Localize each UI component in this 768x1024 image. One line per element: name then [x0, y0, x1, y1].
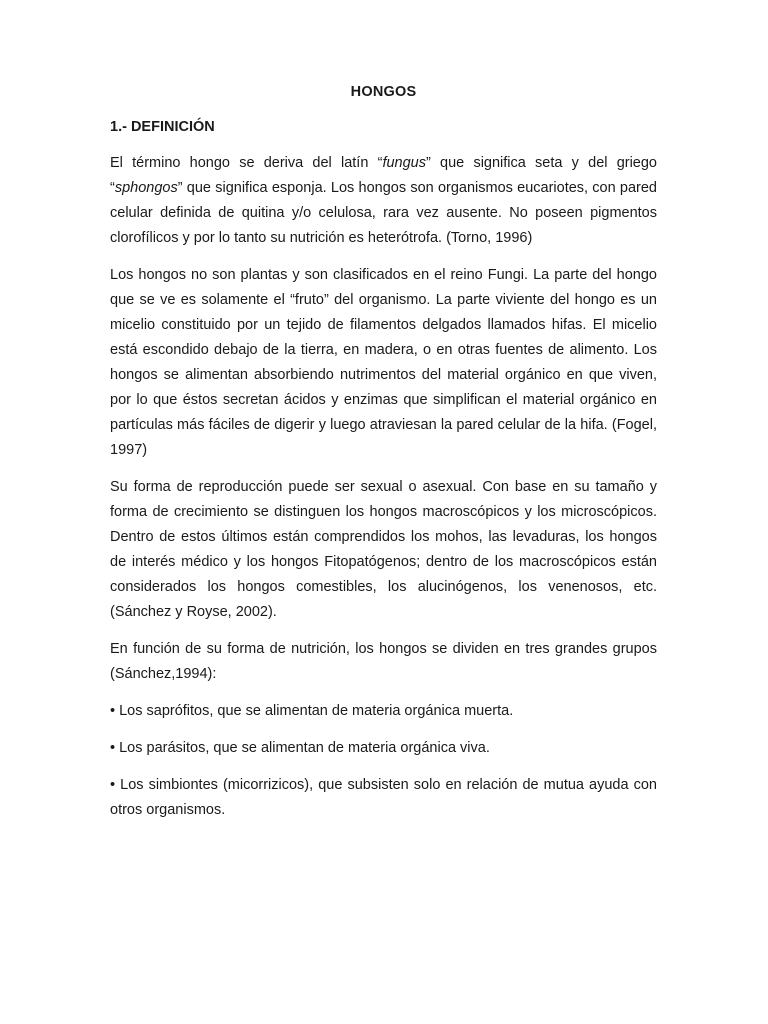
paragraph-definition-text-3: ” que significa esponja. Los hongos son organismos eucariotes, con pared celular definida de quitina y/o celulosa, rara vez ausente. No poseen pigmentos clorofílicos y por lo tanto su nutrición es heterótrofa. (Torno, 1996) [110, 180, 657, 246]
bullet-parasitos: • Los parásitos, que se alimentan de materia orgánica viva. [110, 740, 490, 756]
paragraph-reino-fungi: Los hongos no son plantas y son clasificados en el reino Fungi. La parte del hongo que se ve es solamente el “fruto” del organismo. La parte viviente del hongo es un micelio constituido por un tejido de filamentos delgados llamados hifas. El micelio está escondido debajo de la tierra, en madera, o en otras fuentes de alimento. Los hongos se alimentan absorbiendo nutrimentos del material orgánico en que viven, por lo que éstos secretan ácidos y enzimas que simplifican el material orgánico en partículas más fáciles de digerir y luego atraviesan la pared celular de la hifa. (Fogel, 1997) [110, 267, 657, 458]
term-sphongos: sphongos [114, 180, 178, 196]
paragraph-reproduccion: Su forma de reproducción puede ser sexual o asexual. Con base en su tamaño y forma de crecimiento se distinguen los hongos macroscópicos y los microscópicos. Dentro de estos últimos están comprendidos los mohos, las levaduras, los hongos de interés médico y los hongos Fitopatógenos; dentro de los macroscópicos están considerados los hongos comestibles, los alucinógenos, los venenosos, etc. (Sánchez y Royse, 2002). [110, 479, 657, 620]
paragraph-definition-text-1: El término hongo se deriva del latín “ [110, 155, 383, 171]
paragraph-definition [110, 151, 657, 251]
term-fungus: fungus [382, 155, 426, 171]
paragraph-nutricion: En función de su forma de nutrición, los hongos se dividen en tres grandes grupos (Sánchez,1994): [110, 641, 657, 682]
section-heading: 1.- DEFINICIÓN [110, 119, 215, 135]
document-title: HONGOS [350, 84, 417, 100]
bullet-saprofitos: • Los saprófitos, que se alimentan de materia orgánica muerta. [110, 703, 514, 719]
document-page [110, 84, 657, 835]
paragraph-definition-text-2: ” que significa seta y del griego “ [110, 155, 657, 196]
bullet-simbiontes: • Los simbiontes (micorrizicos), que subsisten solo en relación de mutua ayuda con otros organismos. [110, 777, 657, 818]
